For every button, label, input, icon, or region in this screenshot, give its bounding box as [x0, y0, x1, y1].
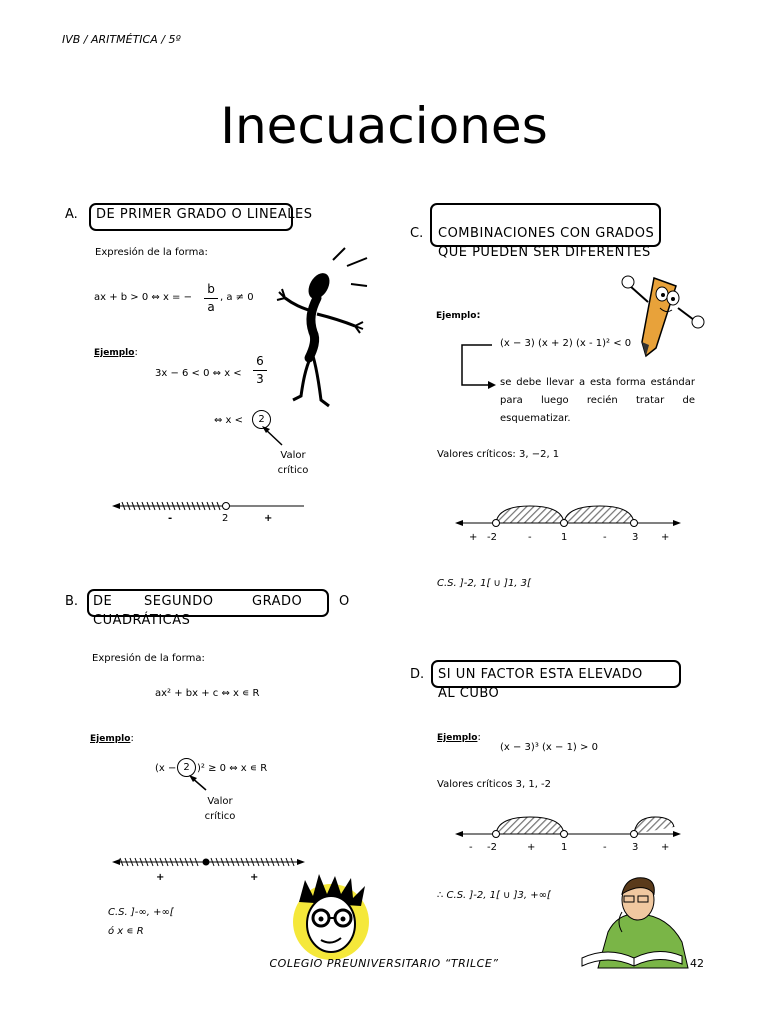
tick-label: 3	[632, 532, 639, 543]
note-line: Valor	[207, 796, 233, 807]
section-a-heading: DE PRIMER GRADO O LINEALES	[96, 207, 313, 222]
section-c-example-label: Ejemplo	[436, 311, 477, 321]
section-c-heading-line1: COMBINACIONES CON GRADOS	[438, 226, 655, 241]
section-a-example-num: 6	[256, 354, 264, 368]
section-a-formula: ax + b > 0 ⇔ x = −	[94, 292, 192, 303]
section-d-solution: ∴ C.S. ]-2, 1[ ∪ ]3, +∞[	[437, 890, 551, 901]
section-d-heading-line1: SI UN FACTOR ESTA ELEVADO	[438, 667, 643, 682]
section-a-example-label: Ejemplo	[94, 348, 135, 358]
colon: :	[477, 732, 481, 743]
sign-label: +	[264, 513, 273, 524]
section-a-formula-cond: , a ≠ 0	[220, 292, 254, 303]
critical-value-circle: 2	[177, 758, 196, 777]
section-a-form-label: Expresión de la forma:	[95, 247, 208, 258]
page-title: Inecuaciones	[220, 97, 548, 155]
section-b-form-label: Expresión de la forma:	[92, 653, 205, 664]
section-c-critical-values: Valores críticos: 3, −2, 1	[437, 449, 560, 460]
sign-label: -	[528, 532, 532, 543]
page-header: IVB / ARITMÉTICA / 5º	[62, 33, 181, 46]
colon: :	[130, 733, 134, 744]
section-d-heading-line2: AL CUBO	[438, 686, 500, 701]
section-b-example-right: )² ≥ 0 ⇔ x ∊ R	[197, 763, 268, 774]
page-number: 42	[690, 957, 704, 970]
section-c-note: se debe llevar a esta forma estándar para luego recién tratar de esquematizar.	[500, 377, 695, 424]
tick-label: 3	[632, 842, 639, 853]
sign-label: +	[469, 532, 478, 543]
section-b-heading-line2: CUADRÁTICAS	[93, 613, 191, 628]
tick-label: -2	[487, 532, 497, 543]
note-line: crítico	[277, 465, 309, 476]
sign-label: +	[527, 842, 536, 853]
section-b-example-left: (x −	[155, 763, 177, 774]
sign-label: -	[168, 513, 173, 524]
note-line: crítico	[204, 811, 236, 822]
page-footer: COLEGIO PREUNIVERSITARIO “TRILCE”	[269, 957, 499, 970]
section-d-expression: (x − 3)³ (x − 1) > 0	[500, 742, 598, 753]
sign-label: +	[661, 842, 670, 853]
sign-label: -	[603, 842, 607, 853]
sign-label: +	[250, 872, 259, 883]
section-b-heading-word: O	[339, 594, 350, 609]
section-a-letter: A.	[65, 207, 78, 222]
sign-label: -	[469, 842, 473, 853]
section-d-example-label: Ejemplo	[437, 733, 478, 743]
section-c-solution: C.S. ]-2, 1[ ∪ ]1, 3[	[437, 578, 531, 589]
section-c-heading-line2: QUE PUEDEN SER DIFERENTES	[438, 245, 651, 260]
sign-label: +	[156, 872, 165, 883]
colon: :	[476, 310, 481, 321]
section-a-example-line2: ⇔ x <	[214, 415, 244, 426]
section-a-formula-num: b	[207, 282, 215, 296]
tick-label: 1	[561, 842, 568, 853]
section-d-critical-values: Valores críticos 3, 1, -2	[437, 779, 552, 790]
section-d-letter: D.	[410, 667, 425, 682]
sign-label: +	[661, 532, 670, 543]
section-a-formula-den: a	[207, 300, 215, 314]
section-b-heading-word: DE	[93, 594, 113, 609]
boy-with-glasses-illustration	[285, 872, 385, 962]
critical-value-circle: 2	[252, 410, 271, 429]
colon: :	[134, 347, 138, 358]
section-c-letter: C.	[410, 226, 424, 241]
sign-label: -	[603, 532, 607, 543]
section-b-solution: C.S. ]-∞, +∞[	[108, 907, 174, 918]
section-b-letter: B.	[65, 594, 79, 609]
tick-label: 1	[561, 532, 568, 543]
section-b-formula: ax² + bx + c ⇔ x ∊ R	[155, 688, 260, 699]
section-b-solution-alt: ó x ∊ R	[108, 926, 144, 937]
tick-label: 2	[222, 513, 229, 524]
section-b-heading-word: SEGUNDO	[144, 594, 214, 609]
section-a-example-den: 3	[256, 372, 264, 386]
tick-label: -2	[487, 842, 497, 853]
section-b-example-label: Ejemplo	[90, 734, 131, 744]
section-a-example-line1: 3x − 6 < 0 ⇔ x <	[155, 368, 242, 379]
section-c-expression: (x − 3) (x + 2) (x - 1)² < 0	[500, 338, 632, 349]
note-line: Valor	[280, 450, 306, 461]
section-b-heading-word: GRADO	[252, 594, 303, 609]
